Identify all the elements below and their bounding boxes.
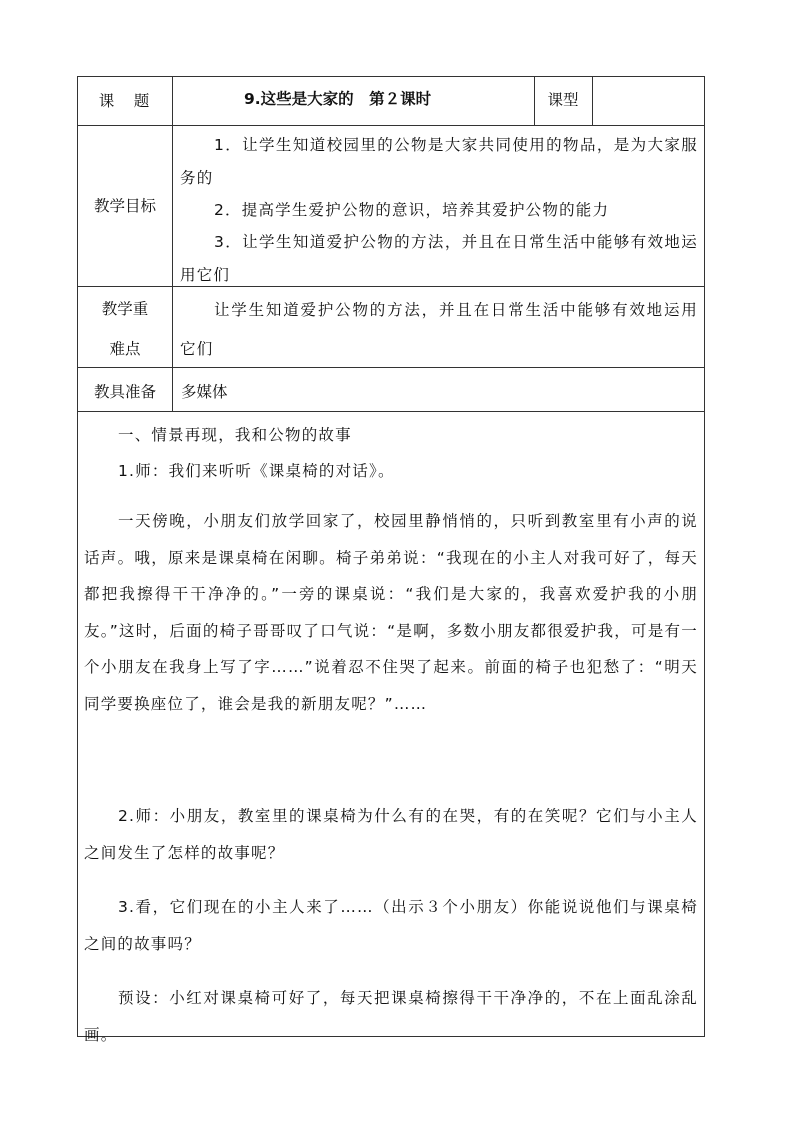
row-divider [78,411,704,412]
lesson-title: 9.这些是大家的 第２课时 [244,90,432,108]
lesson-plan-table [77,76,705,1044]
process-paragraph: 3.看，它们现在的小主人来了……（出示３个小朋友）你能说说他们与课桌椅之间的故事吗？ [84,898,698,953]
key-points-label-line1: 教学重 [101,300,149,318]
objective-item: 3．让学生知道爱护公物的方法，并且在日常生活中能够有效地运用它们 [180,233,698,284]
materials-value: 多媒体 [181,383,228,401]
process-paragraph: 2.师：小朋友，教室里的课桌椅为什么有的在哭，有的在笑呢？它们与小主人之间发生了怎样的故事呢？ [84,807,698,862]
key-points-label-line2: 难点 [109,340,141,358]
process-paragraph: 1.师：我们来听听《课桌椅的对话》。 [118,462,395,480]
topic-label: 课 题 [98,92,152,110]
objective-item: 2．提高学生爱护公物的意识，培养其爱护公物的能力 [214,201,610,219]
key-points-text: 让学生知道爱护公物的方法，并且在日常生活中能够有效地运用它们 [180,301,698,358]
column-divider [592,77,593,125]
lesson-type-label: 课型 [547,91,579,109]
materials-label: 教具准备 [93,383,156,401]
objective-item: 1．让学生知道校园里的公物是大家共同使用的物品，是为大家服务的 [180,136,698,187]
column-divider [172,77,173,411]
process-paragraph: 预设：小红对课桌椅可好了，每天把课桌椅擦得干干净净的，不在上面乱涂乱画。 [84,989,698,1044]
objectives-label: 教学目标 [93,197,156,215]
section-title: 一、情景再现，我和公物的故事 [118,426,352,444]
story-paragraph: 一天傍晚，小朋友们放学回家了，校园里静悄悄的，只听到教室里有小声的说话声。哦，原来是课桌椅在闲聊。椅子弟弟说：“我现在的小主人对我可好了，每天都把我擦得干干净净的。”一旁的课桌说：“我们是大家的，我喜欢爱护我的小朋友。”这时，后面的椅子哥哥叹了口气说：“是啊，多数小朋友都很爱护我，可是有一个小朋友在我身上写了字……”说着忍不住哭了起来。前面的椅子也犯愁了：“明天同学要换座位了，谁会是我的新朋友呢？”…… [84,512,698,713]
